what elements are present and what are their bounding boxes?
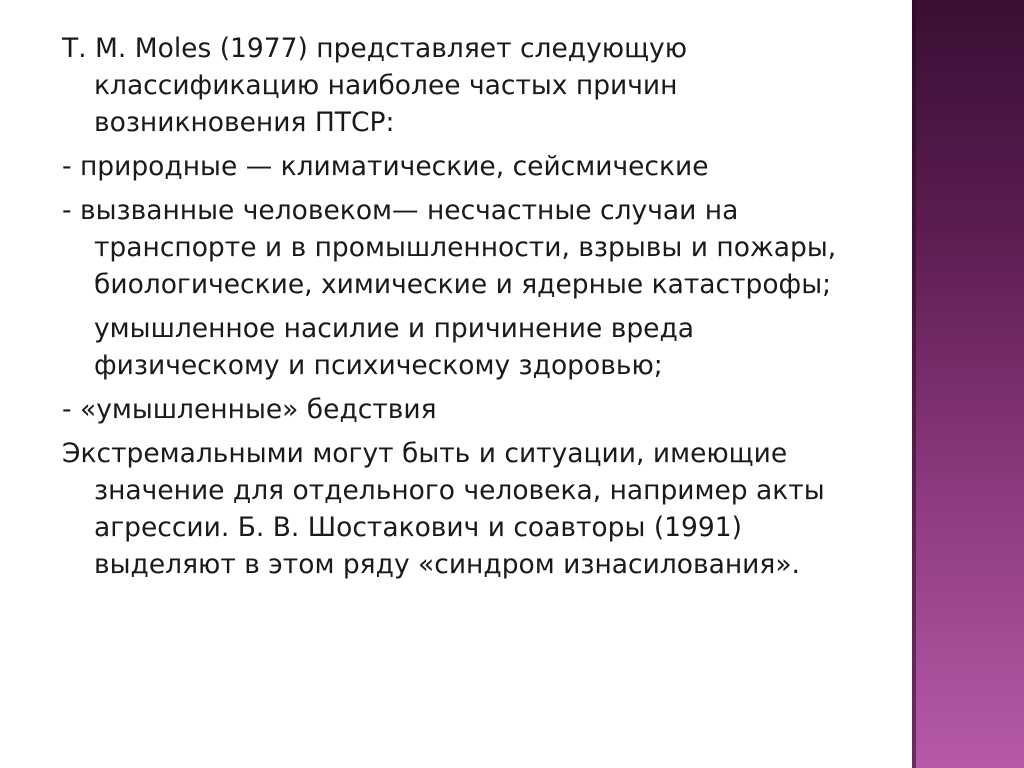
- paragraph-man-made: - вызванные человеком— несчастные случаи на транспорте и в промышленности, взрывы и пожары, биологические, химические и ядерные катастрофы;: [62, 195, 837, 300]
- decorative-side-band: [912, 0, 1024, 768]
- slide-body: [62, 30, 852, 590]
- paragraph-intro: Т. М. Moles (1977) представляет следующую классификацию наиболее частых причин возникновения ПТСР:: [62, 33, 688, 138]
- side-band-edge: [912, 0, 916, 768]
- paragraph-natural: - природные — климатические, сейсмические: [62, 151, 709, 182]
- paragraph-intentional: - «умышленные» бедствия: [62, 394, 437, 425]
- paragraph-violence: умышленное насилие и причинение вреда физическому и психическому здоровью;: [94, 313, 695, 381]
- paragraph-extreme: Экстремальными могут быть и ситуации, имеющие значение для отдельного человека, например акты агрессии. Б. В. Шостакович и соавторы (1991) выделяют в этом ряду «синдром изнасилования».: [62, 438, 825, 580]
